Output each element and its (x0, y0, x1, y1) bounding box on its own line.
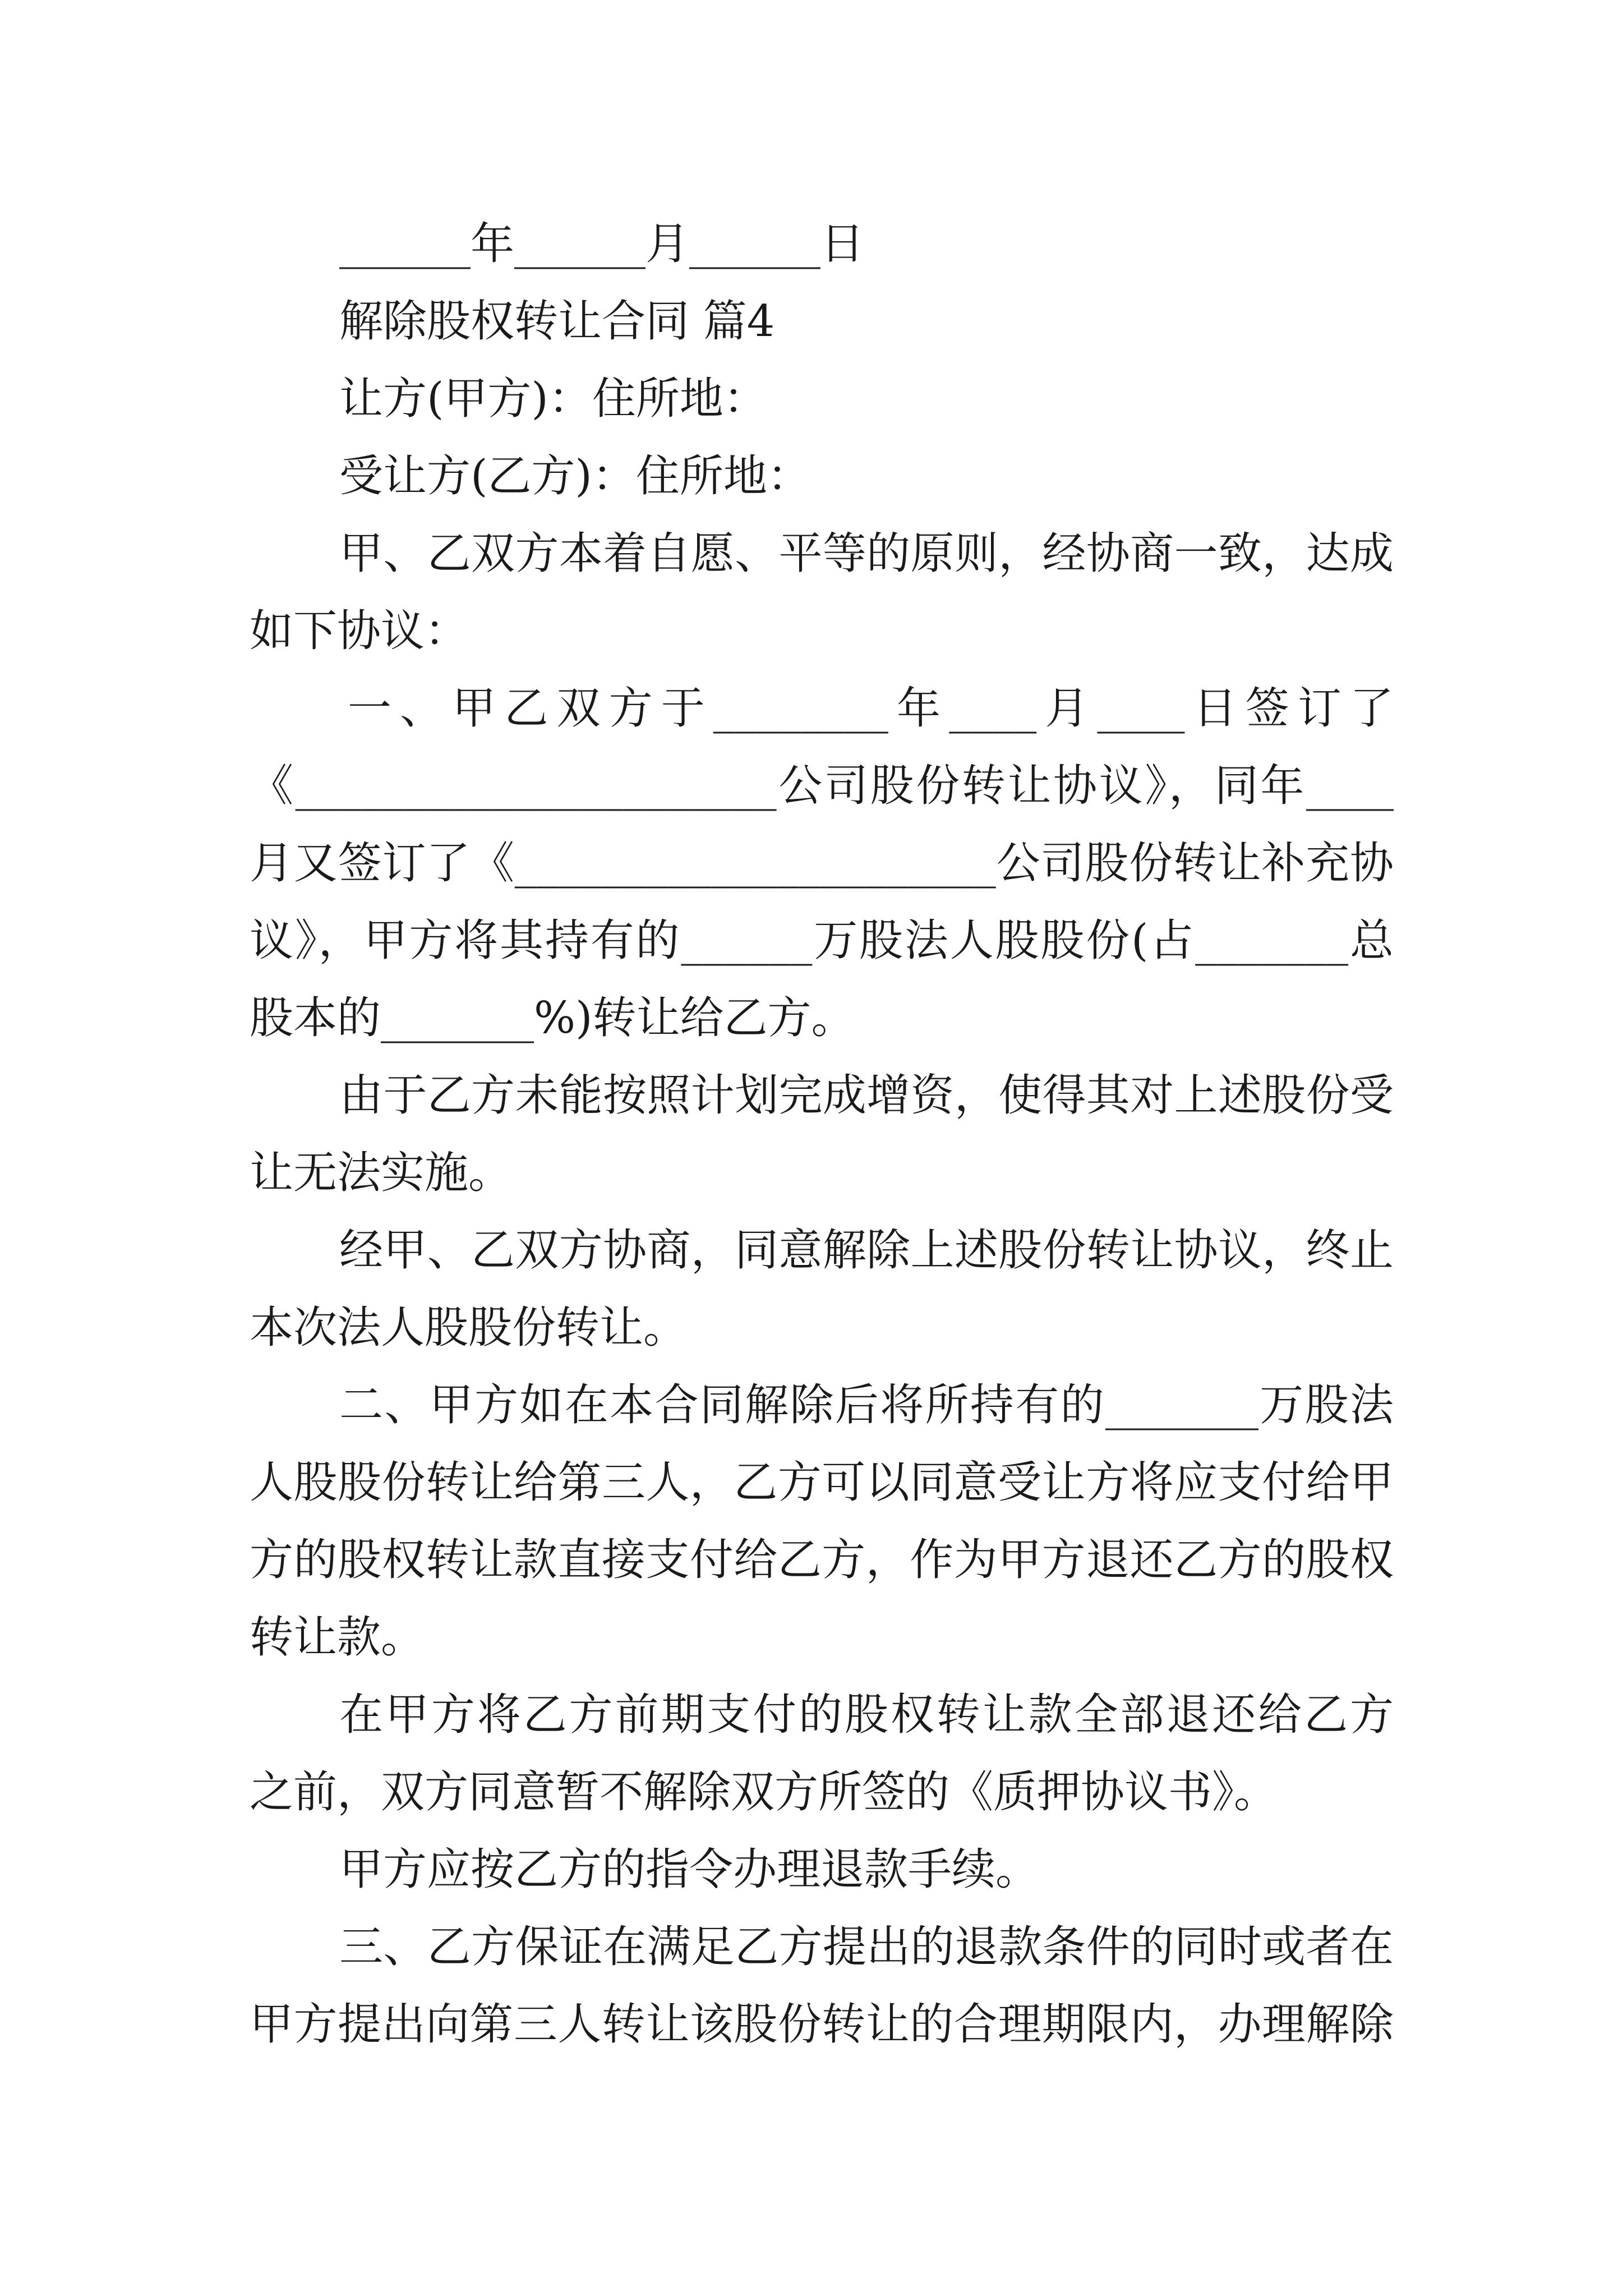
paragraph-line: 方的股权转让款直接支付给乙方，作为甲方退还乙方的股权 (250, 1535, 1394, 1585)
paragraph-line: 转让款。 (250, 1612, 425, 1663)
paragraph-line: 由于乙方未能按照计划完成增资，使得其对上述股份受 (339, 1070, 1394, 1121)
paragraph-line: 在甲方将乙方前期支付的股权转让款全部退还给乙方 (339, 1690, 1394, 1740)
paragraph-line: 本次法人股股份转让。 (250, 1303, 688, 1353)
paragraph-line: 甲方提出向第三人转让该股份转让的合理期限内，办理解除 (250, 1999, 1394, 2050)
section-title: 解除股权转让合同 篇4 (339, 296, 775, 347)
party-b-line: 受让方(乙方)：住所地： (339, 451, 811, 501)
paragraph-line: 三、乙方保证在满足乙方提出的退款条件的同时或者在 (339, 1922, 1394, 1972)
paragraph-line: 甲、乙双方本着自愿、平等的原则，经协商一致，达成 (339, 528, 1394, 579)
paragraph-line: 之前，双方同意暂不解除双方所签的《质押协议书》。 (250, 1767, 1278, 1818)
paragraph-line: 月又签订了《______________________公司股份转让补充协 (250, 838, 1394, 889)
date-line: ______年______月______日 (339, 219, 865, 269)
paragraph-line: 经甲、乙双方协商，同意解除上述股份转让协议，终止 (339, 1225, 1394, 1276)
paragraph-line: 甲方应按乙方的指令办理退款手续。 (339, 1844, 1040, 1895)
paragraph-line: 《______________________公司股份转让协议》，同年____ (250, 761, 1394, 811)
paragraph-line: 一、甲乙双方于________年____月____日签订了 (348, 683, 1394, 734)
paragraph-line: 如下协议： (250, 606, 469, 656)
paragraph-line: 议》，甲方将其持有的______万股法人股股份(占_______总 (250, 915, 1394, 966)
paragraph-line: 二、甲方如在本合同解除后将所持有的_______万股法 (339, 1380, 1394, 1430)
paragraph-line: 让无法实施。 (250, 1148, 513, 1198)
party-a-line: 让方(甲方)：住所地： (339, 374, 767, 424)
paragraph-line: 股本的_______%)转让给乙方。 (250, 993, 855, 1043)
paragraph-line: 人股股份转让给第三人，乙方可以同意受让方将应支付给甲 (250, 1457, 1394, 1508)
